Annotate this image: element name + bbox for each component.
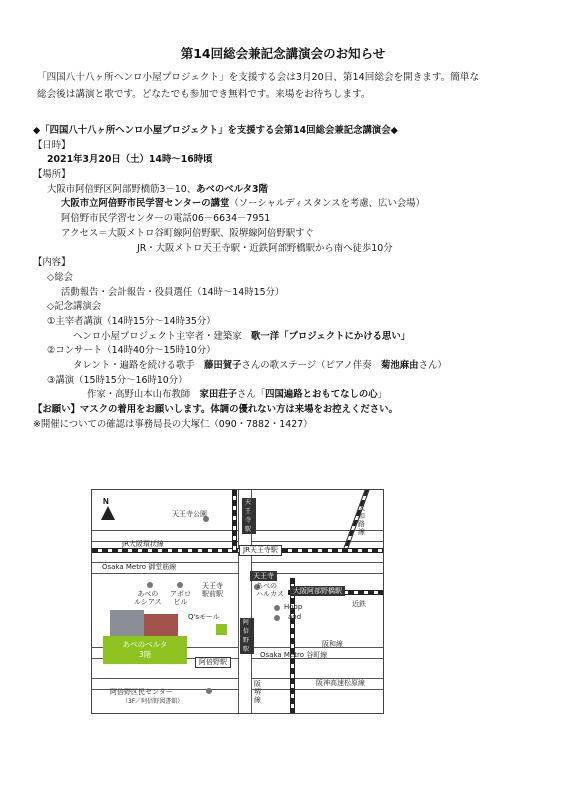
item-3-speaker: 家田荘子 <box>199 389 238 401</box>
item-3-text: さん「 <box>237 389 266 401</box>
apollo-building-label: アポロ ビル <box>170 590 191 606</box>
date-label: 【日時】 <box>33 139 71 151</box>
general-meeting-detail: 活動報告・会計報告・役員選任（14時～14時15分） <box>61 286 285 298</box>
tennoji-park-label: 天王寺公園 <box>172 510 207 518</box>
request-line: 【お願い】マスクの着用をお願いします。体調の優れない方は来場をお控えください。 <box>33 404 398 416</box>
qs-mall-label: Q'sモール <box>188 613 220 621</box>
community-center-sub-label: （3F／阿倍野図書館） <box>122 698 184 705</box>
community-center-label: 阿倍野区民センター <box>110 688 173 696</box>
address-text: 大阪市阿倍野区阿部野橋筋3－10、 <box>47 183 197 195</box>
item-3-detail <box>33 388 543 403</box>
abeno-station-label: 阿倍野駅 <box>195 657 231 668</box>
abeno-lucias-label: あべの ルシアス <box>134 590 162 606</box>
hanwa-line-label: 阪和線 <box>322 640 343 648</box>
expressway-label: 阪神高速松原線 <box>316 679 365 687</box>
item-3-close: 」 <box>377 389 388 401</box>
page-title: 第14回総会兼記念講演会のお知らせ <box>180 46 386 61</box>
item-1-title: ①主宰者講演（14時15分～14時35分） <box>47 315 216 327</box>
venue-label: あべのベルタ 3階 <box>103 636 187 664</box>
jr-loop-line-label: JR大阪環状線 <box>122 540 164 548</box>
access-line-2: JR・大阪メトロ天王寺駅・近鉄阿部野橋駅から南へ徒歩10分 <box>137 242 393 254</box>
intro-paragraph <box>37 69 537 103</box>
item-2-pianist: 菊池麻由 <box>381 360 419 371</box>
item-3-role: 作家・高野山本山布教師 <box>87 389 200 401</box>
hall-name: 大阪市立阿倍野市民学習センターの講堂 <box>61 198 230 210</box>
kintetsu-label: 近鉄 <box>352 600 366 608</box>
item-1-speaker: 歌一洋「プロジェクトにかける思い」 <box>250 330 411 342</box>
and-label: and <box>288 613 302 621</box>
item-3-title: ③講演（15時15分～16時10分） <box>47 374 188 386</box>
yamatoji-line-label: 大和路線 <box>358 504 365 536</box>
event-details <box>33 124 543 432</box>
item-1-detail <box>33 330 543 345</box>
midosuji-line-label: Osaka Metro 御堂筋線 <box>102 563 177 571</box>
hall-note: （ソーシャルディスタンスを考慮、広い会場） <box>229 198 425 210</box>
address-line <box>33 183 543 198</box>
hoop-label: Hoop <box>284 603 303 611</box>
venue-location-marker <box>216 624 227 635</box>
tennoji-badge: 天王寺 <box>250 571 277 581</box>
event-heading: ◆「四国八十八ヶ所ヘンロ小屋プロジェクト」を支援する会第14回総会兼記念講演会◆ <box>33 125 398 136</box>
event-date: 2021年3月20日（土）14時～16時頃 <box>47 154 213 166</box>
jr-tennoji-station-label: JR天王寺駅 <box>239 545 282 556</box>
intro-line: 総会後は講演と歌です。どなたでも参加でき無料です。来場をお待ちします。 <box>37 89 371 100</box>
general-meeting-heading: ◇総会 <box>47 271 73 283</box>
item-1-speaker-role: ヘンロ小屋プロジェクト主宰者・建築家 <box>73 330 251 342</box>
north-arrow-icon <box>98 496 118 522</box>
content-label: 【内容】 <box>33 257 71 269</box>
item-2-title: ②コンサート（14時40分～15時10分） <box>47 345 216 357</box>
phone-line: 阿倍野市民学習センターの電話06－6634－7951 <box>61 213 271 225</box>
tennoji-station-vertical-badge: 天王寺駅 <box>242 498 256 534</box>
hankai-line-label: 阪堺線 <box>254 680 261 704</box>
tennoji-ekimae-station-label: 天王寺 駅前駅 <box>202 582 223 598</box>
item-2-suffix: さん） <box>418 360 447 371</box>
item-3-topic: 四国遍路とおもてなしの心 <box>265 389 378 401</box>
abeno-harukas-label: あべの ハルカス <box>256 582 284 598</box>
contact-note: ※開催についての確認は事務局長の大塚仁（090・7882・1427） <box>33 418 313 430</box>
intro-line: 「四国八十八ヶ所ヘンロ小屋プロジェクト」を支援する会は3月20日、第14回総会を開きます。簡単な <box>37 72 480 83</box>
abeno-station-vertical-badge: 阿倍野駅 <box>240 618 254 654</box>
place-label: 【場所】 <box>33 169 71 181</box>
address-venue: あべのベルタ3階 <box>196 183 268 195</box>
item-2-text: さんの歌ステージ（ピアノ伴奏 <box>241 360 382 371</box>
north-label: N <box>103 497 109 506</box>
lecture-heading: ◇記念講演会 <box>47 301 102 313</box>
hall-line <box>33 197 543 212</box>
item-2-role: タレント・遍路を続ける歌手 <box>73 360 205 371</box>
item-2-singer: 藤田賀子 <box>204 360 242 371</box>
abenobashi-station-badge: 大阪阿部野橋駅 <box>290 586 345 596</box>
tanimachi-line-label: Osaka Metro 谷町線 <box>260 651 328 659</box>
access-line-1: アクセス＝大阪メトロ谷町線阿倍野駅、阪堺線阿倍野駅すぐ <box>61 227 314 239</box>
access-map <box>91 489 384 714</box>
item-2-detail <box>33 359 543 374</box>
